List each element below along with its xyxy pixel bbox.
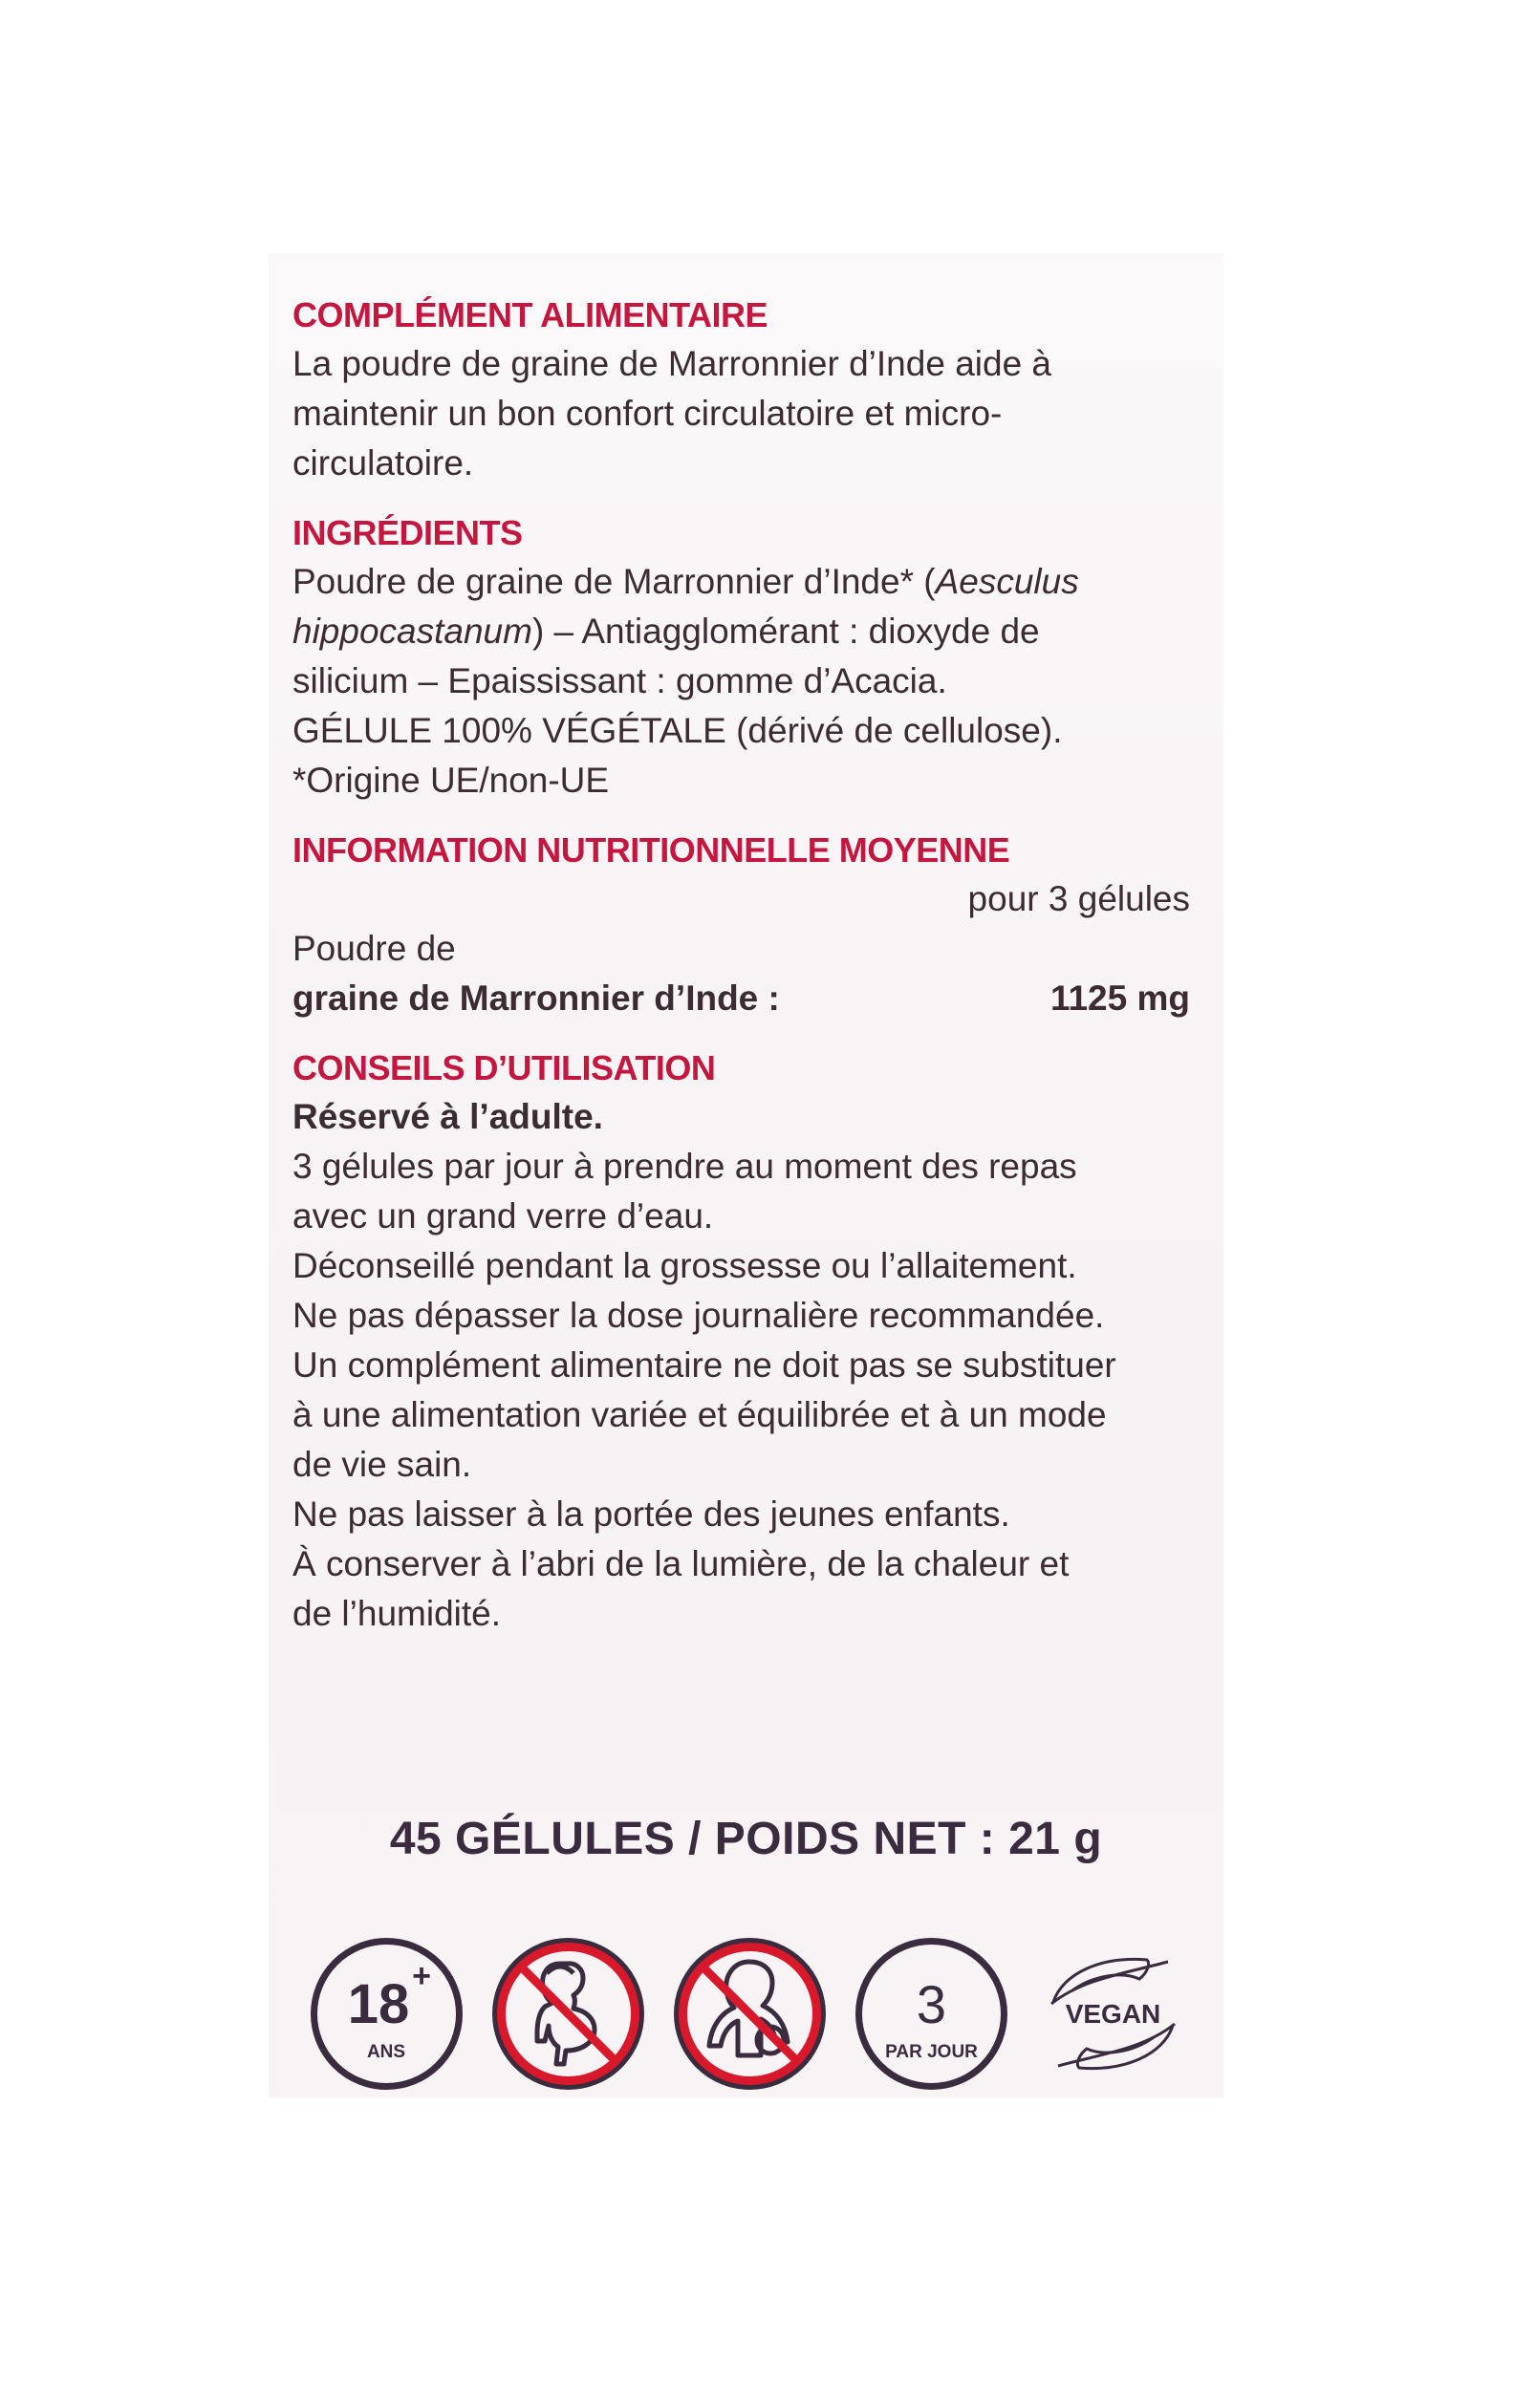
net-weight: 45 GÉLULES / POIDS NET : 21 g (389, 1814, 1103, 1864)
usage-line: de l’humidité. (292, 1594, 502, 1633)
complement-heading: COMPLÉMENT ALIMENTAIRE (292, 295, 768, 334)
usage-line: à une alimentation variée et équilibrée et à un mode (292, 1395, 1107, 1434)
age-18-plus-icon (308, 1935, 465, 2093)
vegan-label: VEGAN (1065, 1999, 1161, 2029)
label-content (292, 291, 1205, 1660)
complement-section (292, 291, 1205, 488)
vegan-icon (1034, 1935, 1192, 2093)
usage-adult-note: Réservé à l’adulte. (292, 1097, 603, 1136)
nutrition-heading: INFORMATION NUTRITIONNELLE MOYENNE (292, 830, 1010, 870)
label-panel (269, 253, 1223, 2097)
usage-heading: CONSEILS D’UTILISATION (292, 1048, 716, 1087)
complement-line: maintenir un bon confort circulatoire et micro- (292, 394, 1003, 433)
ingredients-heading: INGRÉDIENTS (292, 513, 523, 552)
usage-line: 3 gélules par jour à prendre au moment des repas (292, 1147, 1077, 1186)
no-breastfeeding-icon (671, 1935, 829, 2093)
latin-name: hippocastanum (292, 612, 532, 651)
dose-label: PAR JOUR (885, 2042, 978, 2062)
nutrition-section (292, 827, 1205, 1023)
usage-line: À conserver à l’abri de la lumière, de la chaleur et (292, 1544, 1070, 1583)
origin-note: *Origine UE/non-UE (292, 761, 610, 800)
latin-name: Aesculus (935, 562, 1079, 601)
age-label: ANS (366, 2042, 406, 2062)
nutrition-value: 1125 mg (1049, 978, 1190, 1018)
ingredients-text: ) – Antiagglomérant : dioxyde de (531, 612, 1040, 651)
dose-number: 3 (916, 1974, 947, 2034)
nutrition-per: pour 3 gélules (967, 879, 1190, 918)
usage-line: Un complément alimentaire ne doit pas se substituer (292, 1345, 1116, 1385)
icon-row (308, 1935, 1206, 2093)
age-number: 18 (347, 1973, 410, 2035)
ingredients-line (292, 557, 1205, 607)
usage-line: de vie sain. (292, 1445, 472, 1484)
usage-line: Déconseillé pendant la grossesse ou l’allaitement. (292, 1246, 1077, 1285)
nutrition-row (292, 974, 1205, 1023)
nutrition-label: Poudre de (292, 929, 456, 968)
nutrition-label-bold: graine de Marronnier d’Inde : (292, 978, 780, 1018)
usage-line: Ne pas dépasser la dose journalière recommandée. (292, 1296, 1105, 1335)
age-plus: + (412, 1958, 431, 1994)
dose-per-day-icon (853, 1935, 1010, 2093)
ingredients-line: silicium – Epaississant : gomme d’Acacia. (292, 661, 947, 700)
complement-line: La poudre de graine de Marronnier d’Inde aide à (292, 344, 1052, 383)
usage-line: Ne pas laisser à la portée des jeunes enfants. (292, 1494, 1010, 1534)
ingredients-section (292, 509, 1205, 806)
ingredients-line: GÉLULE 100% VÉGÉTALE (dérivé de cellulose). (292, 711, 1063, 750)
complement-line: circulatoire. (292, 443, 474, 483)
usage-section (292, 1044, 1205, 1639)
usage-line: avec un grand verre d’eau. (292, 1196, 714, 1236)
ingredients-text: Poudre de graine de Marronnier d’Inde* ( (292, 562, 936, 601)
ingredients-line (292, 607, 1205, 656)
no-pregnant-icon (489, 1935, 647, 2093)
